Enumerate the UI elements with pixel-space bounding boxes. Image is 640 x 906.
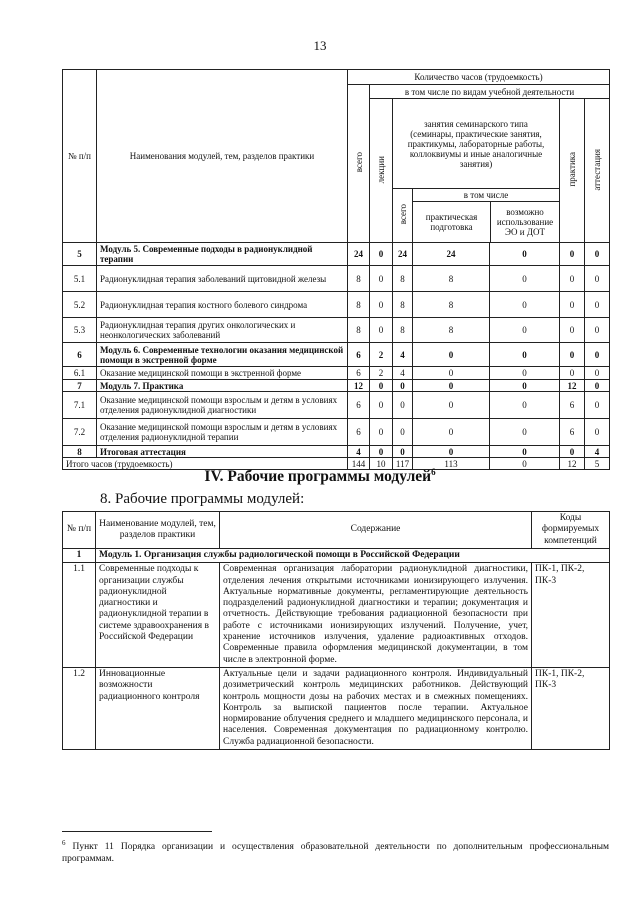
cell-total: 12	[348, 380, 370, 392]
cell-seminar: 0	[393, 380, 413, 392]
row-num: 1	[63, 549, 96, 563]
module-title: Модуль 1. Организация службы радиологической помощи в Российской Федерации	[96, 549, 610, 563]
row-num: 5.1	[63, 266, 97, 292]
col-name-header: Наименования модулей, тем, разделов практики	[97, 70, 348, 243]
cell-total: 6	[348, 367, 370, 380]
row-name: Инновационные возможности радиационного контроля	[96, 667, 220, 749]
cell-practice: 12	[560, 458, 585, 470]
cell-total: 6	[348, 343, 370, 367]
section-title-text: IV. Рабочие программы модулей	[204, 468, 432, 486]
cell-practical: 0	[413, 380, 490, 392]
cell-lectures: 0	[370, 318, 393, 343]
table-row	[63, 419, 610, 446]
row-name: Итоговая аттестация	[97, 446, 348, 458]
incl-label: в том числе	[413, 189, 559, 202]
cell-practical: 0	[413, 392, 490, 419]
cell-practical: 0	[413, 343, 490, 367]
row-num: 7	[63, 380, 97, 392]
cell-eo-dot: 0	[490, 392, 560, 419]
cell-practice: 0	[560, 446, 585, 458]
row-num: 6.1	[63, 367, 97, 380]
cell-seminar: 4	[393, 367, 413, 380]
cell-total: 6	[348, 419, 370, 446]
row-name: Модуль 6. Современные технологии оказания медицинской помощи в экстренной форме	[97, 343, 348, 367]
footnote-ref: 6	[431, 467, 436, 477]
cell-practice: 0	[560, 318, 585, 343]
practical-prep-header: практическая подготовка	[413, 202, 491, 242]
cell-practical: 0	[413, 367, 490, 380]
cell-practical: 8	[413, 318, 490, 343]
cell-practical: 0	[413, 419, 490, 446]
cell-attestation: 0	[585, 367, 610, 380]
cell-lectures: 0	[370, 392, 393, 419]
row-name: Радионуклидная терапия заболеваний щитовидной железы	[97, 266, 348, 292]
col-total-label: всего	[353, 152, 364, 173]
row-codes: ПК-1, ПК-2, ПК-3	[532, 563, 610, 668]
table-row	[63, 343, 610, 367]
row-num: 1.1	[63, 563, 96, 668]
incl-types-header: в том числе по видам учебной деятельности	[370, 85, 610, 99]
cell-attestation: 0	[585, 318, 610, 343]
module-programs-table	[62, 511, 610, 750]
cell-eo-dot: 0	[490, 446, 560, 458]
row-name: Оказание медицинской помощи взрослым и детям в условиях отделения радионуклидной терапии	[97, 419, 348, 446]
table-row	[63, 318, 610, 343]
col-practice-label: практика	[567, 152, 577, 187]
cell-total: 4	[348, 446, 370, 458]
cell-attestation: 0	[585, 380, 610, 392]
table-row	[63, 392, 610, 419]
cell-practice: 0	[560, 266, 585, 292]
cell-practical: 113	[413, 458, 490, 470]
cell-seminar: 117	[393, 458, 413, 470]
cell-attestation: 0	[585, 243, 610, 266]
cell-seminar: 0	[393, 446, 413, 458]
cell-practice: 0	[560, 343, 585, 367]
row-num: 6	[63, 343, 97, 367]
cell-lectures: 2	[370, 367, 393, 380]
row-name: Модуль 5. Современные подходы в радионуклидной терапии	[97, 243, 348, 266]
section-title	[0, 467, 640, 486]
cell-seminar: 0	[393, 392, 413, 419]
col-sem-total-label: всего	[397, 204, 408, 225]
col-lectures-label: лекции	[376, 155, 386, 184]
cell-eo-dot: 0	[490, 367, 560, 380]
cell-attestation: 0	[585, 343, 610, 367]
row-num: 1.2	[63, 667, 96, 749]
row-num: 5.2	[63, 292, 97, 318]
row-name: Радионуклидная терапия других онкологических и неонкологических заболеваний	[97, 318, 348, 343]
cell-lectures: 0	[370, 266, 393, 292]
col-attestation-header	[585, 99, 610, 243]
cell-attestation: 0	[585, 419, 610, 446]
page-number: 13	[313, 38, 327, 53]
row-name: Современные подходы к организации службы радионуклидной диагностики и радионуклидной терапии в системе здравоохранения в Российской Федерации	[96, 563, 220, 668]
cell-total: 24	[348, 243, 370, 266]
table-row	[63, 367, 610, 380]
cell-total: 8	[348, 266, 370, 292]
cell-practice: 6	[560, 392, 585, 419]
cell-attestation: 0	[585, 292, 610, 318]
cell-practice: 0	[560, 367, 585, 380]
cell-seminar: 8	[393, 318, 413, 343]
cell-lectures: 0	[370, 380, 393, 392]
cell-practical: 8	[413, 266, 490, 292]
row-content: Современная организация лаборатории радионуклидной диагностики, отделения лечения открытыми источниками ионизирующего излучения. Актуальные нормативные документы, регламентирующие деятельность подразделений радионуклидной диагностики и терапии; документация и отчетность. Действующие требования радиационной безопасности при работе с источниками ионизирующих излучений. Получение, учет, хранение источников излучения, удаление радиоактивных отходов. Современные правила оформления медицинской документации, в том числе в электронной форме.	[220, 563, 532, 668]
cell-practice: 0	[560, 243, 585, 266]
cell-practical: 24	[413, 243, 490, 266]
cell-seminar: 0	[393, 419, 413, 446]
cell-attestation: 0	[585, 266, 610, 292]
total-label: Итого часов (трудоемкость)	[63, 458, 348, 470]
col-num-header: № п/п	[63, 512, 96, 549]
row-num: 5.3	[63, 318, 97, 343]
eo-dot-header: возможно использование ЭО и ДОТ	[496, 207, 554, 237]
col-practice-header	[560, 99, 585, 243]
cell-lectures: 0	[370, 419, 393, 446]
col-lectures-header	[370, 99, 393, 243]
cell-attestation: 5	[585, 458, 610, 470]
hours-header: Количество часов (трудоемкость)	[348, 70, 610, 85]
cell-seminar: 4	[393, 343, 413, 367]
col-attestation-label: аттестация	[592, 148, 603, 191]
table-row	[63, 292, 610, 318]
row-num: 5	[63, 243, 97, 266]
cell-eo-dot: 0	[490, 458, 560, 470]
col-total-header	[348, 85, 370, 243]
cell-lectures: 0	[370, 292, 393, 318]
cell-total: 8	[348, 318, 370, 343]
hours-table	[62, 69, 610, 470]
cell-eo-dot: 0	[490, 380, 560, 392]
table-row	[63, 243, 610, 266]
module-row	[63, 549, 610, 563]
cell-total: 6	[348, 392, 370, 419]
cell-seminar: 24	[393, 243, 413, 266]
row-name: Модуль 7. Практика	[97, 380, 348, 392]
col-sem-total-header	[393, 189, 413, 243]
col-codes-header: Коды формируемых компетенций	[532, 512, 610, 549]
table-row	[63, 563, 610, 668]
row-name: Радионуклидная терапия костного болевого синдрома	[97, 292, 348, 318]
cell-seminar: 8	[393, 292, 413, 318]
cell-eo-dot: 0	[490, 343, 560, 367]
cell-practice: 12	[560, 380, 585, 392]
incl-header	[413, 189, 560, 243]
cell-eo-dot: 0	[490, 292, 560, 318]
cell-eo-dot: 0	[490, 243, 560, 266]
cell-attestation: 0	[585, 392, 610, 419]
cell-lectures: 0	[370, 446, 393, 458]
cell-lectures: 2	[370, 343, 393, 367]
cell-eo-dot: 0	[490, 266, 560, 292]
table-row	[63, 446, 610, 458]
footnote	[62, 837, 609, 865]
row-name: Оказание медицинской помощи взрослым и детям в условиях отделения радионуклидной диагностики	[97, 392, 348, 419]
row-codes: ПК-1, ПК-2, ПК-3	[532, 667, 610, 749]
cell-total: 144	[348, 458, 370, 470]
footnote-separator	[62, 831, 212, 832]
cell-eo-dot: 0	[490, 419, 560, 446]
cell-total: 8	[348, 292, 370, 318]
cell-practical: 0	[413, 446, 490, 458]
subsection-title: 8. Рабочие программы модулей:	[100, 491, 305, 507]
table-row	[63, 667, 610, 749]
cell-attestation: 4	[585, 446, 610, 458]
row-num: 7.1	[63, 392, 97, 419]
cell-practice: 6	[560, 419, 585, 446]
seminar-header: занятия семинарского типа (семинары, практические занятия, практикумы, лабораторные работы, коллоквиумы и иные аналогичные занятия)	[393, 99, 560, 189]
cell-lectures: 10	[370, 458, 393, 470]
cell-lectures: 0	[370, 243, 393, 266]
cell-practical: 8	[413, 292, 490, 318]
table-row	[63, 380, 610, 392]
col-content-header: Содержание	[220, 512, 532, 549]
cell-practice: 0	[560, 292, 585, 318]
cell-seminar: 8	[393, 266, 413, 292]
table-row	[63, 266, 610, 292]
cell-eo-dot: 0	[490, 318, 560, 343]
row-content: Актуальные цели и задачи радиационного контроля. Индивидуальный дозиметрический контроль медицинских работников. Действующий контроль мощности дозы на рабочих местах и в смежных помещениях. Контроль за выпиской пациентов после терапии. Актуальное нормирование облучения среднего и младшего медицинского персонала, и населения. Современная документация по радиационному контролю. Служба радиационной безопасности.	[220, 667, 532, 749]
col-num-header: № п/п	[63, 70, 97, 243]
col-name-header: Наименование модулей, тем, разделов практики	[96, 512, 220, 549]
row-num: 7.2	[63, 419, 97, 446]
row-num: 8	[63, 446, 97, 458]
footnote-mark: 6	[62, 839, 66, 847]
footnote-text: Пункт 11 Порядка организации и осуществления образовательной деятельности по дополнительным профессиональным программам.	[62, 842, 609, 865]
row-name: Оказание медицинской помощи в экстренной форме	[97, 367, 348, 380]
